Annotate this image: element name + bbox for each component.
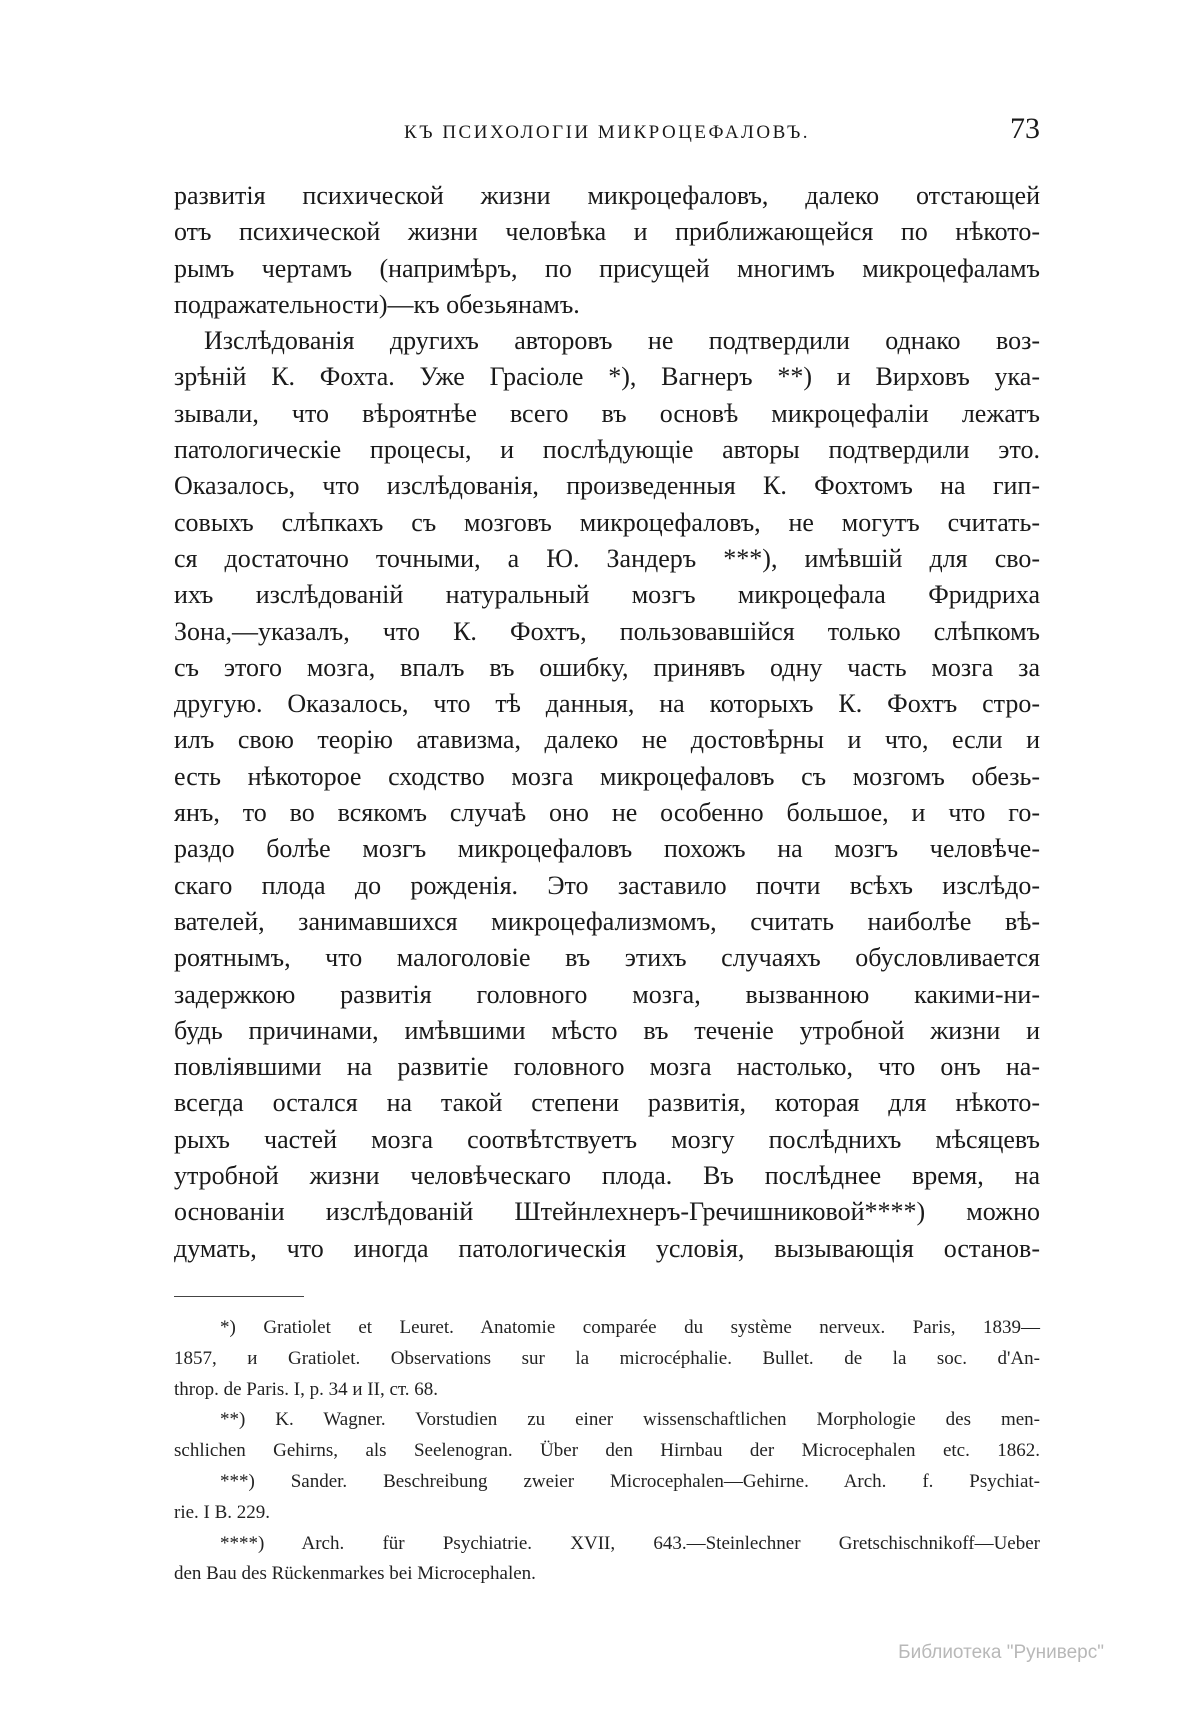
text-line: есть нѣкоторое сходство мозга микроцефаловъ съ мозгомъ обезь-	[174, 761, 1040, 791]
library-watermark: Библиотека "Руниверс"	[898, 1642, 1104, 1663]
footnote-line: *) Gratiolet et Leuret. Anatomie comparée du système nerveux. Paris, 1839—	[220, 1317, 1040, 1338]
text-line: Изслѣдованія другихъ авторовъ не подтвердили однако воз-	[204, 326, 1040, 356]
text-line: зывали, что вѣроятнѣе всего въ основѣ микроцефаліи лежатъ	[174, 398, 1040, 428]
text-line: раздо болѣе мозгъ микроцефаловъ похожъ на мозгъ человѣче-	[174, 834, 1040, 864]
text-line: задержкою развитія головного мозга, вызванною какими-ни-	[174, 979, 1040, 1009]
footnote-line: 1857, и Gratiolet. Observations sur la microcéphalie. Bullet. de la soc. d'An-	[174, 1347, 1040, 1369]
text-line: рымъ чертамъ (напримѣръ, по присущей многимъ микроцефаламъ	[174, 253, 1040, 283]
text-line: основаніи изслѣдованій Штейнлехнеръ-Гречишниковой****) можно	[174, 1197, 1040, 1227]
text-line: подражательности)—къ обезьянамъ.	[174, 289, 580, 319]
text-line: рыхъ частей мозга соотвѣтствуетъ мозгу послѣднихъ мѣсяцевъ	[174, 1124, 1040, 1154]
text-line: Зона,—указалъ, что К. Фохтъ, пользовавшійся только слѣпкомъ	[174, 616, 1040, 646]
text-line: всегда остался на такой степени развитія, которая для нѣкото-	[174, 1088, 1040, 1118]
text-line: съ этого мозга, впалъ въ ошибку, принявъ одну часть мозга за	[174, 652, 1040, 682]
footnote-line: den Bau des Rückenmarkes bei Microcephalen.	[174, 1563, 536, 1585]
text-line: Оказалось, что изслѣдованія, произведенныя К. Фохтомъ на гип-	[174, 471, 1040, 501]
text-line: думать, что иногда патологическія условія, вызывающія останов-	[174, 1233, 1040, 1263]
footnote-line: **) K. Wagner. Vorstudien zu einer wissenschaftlichen Morphologie des men-	[220, 1409, 1040, 1431]
footnotes	[174, 1313, 1040, 1590]
footnote-line: ****) Arch. für Psychiatrie. XVII, 643.—Steinlechner Gretschischnikoff—Ueber	[220, 1532, 1040, 1554]
text-line: ихъ изслѣдованій натуральный мозгъ микроцефала Фридриха	[174, 580, 1040, 610]
text-line: развитія психической жизни микроцефаловъ, далеко отстающей	[174, 181, 1040, 210]
text-line: повліявшими на развитіе головного мозга настолько, что онъ на-	[174, 1052, 1040, 1082]
text-line: патологическіе процесы, и послѣдующіе авторы подтвердили это.	[174, 435, 1040, 465]
text-line: скаго плода до рожденія. Это заставило почти всѣхъ изслѣдо-	[174, 870, 1040, 900]
text-line: зрѣній К. Фохта. Уже Грасіоле *), Вагнеръ **) и Вирховъ ука-	[174, 362, 1040, 392]
text-line: янъ, то во всякомъ случаѣ оно не особенно большое, и что го-	[174, 798, 1040, 828]
text-line: ся достаточно точными, а Ю. Зандеръ ***), имѣвшій для сво-	[174, 543, 1040, 573]
text-line: другую. Оказалось, что тѣ данныя, на которыхъ К. Фохтъ стро-	[174, 689, 1040, 719]
footnote-line: throp. de Paris. I, p. 34 и II, ст. 68.	[174, 1378, 438, 1400]
text-line: роятнымъ, что малоголовіе въ этихъ случаяхъ обусловливается	[174, 943, 1040, 973]
footnote-line: schlichen Gehirns, als Seelenogran. Über den Hirnbau der Microcephalen etc. 1862.	[174, 1440, 1040, 1462]
body-text	[174, 178, 1040, 1267]
text-line: илъ свою теорію атавизма, далеко не достовѣрны и что, если и	[174, 725, 1040, 755]
footnote-divider	[174, 1296, 304, 1297]
footnote-line: ***) Sander. Beschreibung zweier Microcephalen—Gehirne. Arch. f. Psychiat-	[220, 1470, 1040, 1492]
text-line: будь причинами, имѣвшими мѣсто въ теченіе утробной жизни и	[174, 1015, 1040, 1045]
text-line: совыхъ слѣпкахъ съ мозговъ микроцефаловъ, не могутъ считать-	[174, 507, 1040, 537]
text-line: вателей, занимавшихся микроцефализмомъ, считать наиболѣе вѣ-	[174, 906, 1040, 936]
text-line: утробной жизни человѣческаго плода. Въ послѣднее время, на	[174, 1161, 1040, 1191]
page-number: 73	[1010, 112, 1040, 145]
running-head	[174, 112, 1040, 152]
text-line: отъ психической жизни человѣка и приближающейся по нѣкото-	[174, 217, 1040, 247]
running-title: КЪ ПСИХОЛОГІИ МИКРОЦЕФАЛОВЪ.	[404, 122, 810, 143]
footnote-line: rie. I B. 229.	[174, 1501, 271, 1523]
